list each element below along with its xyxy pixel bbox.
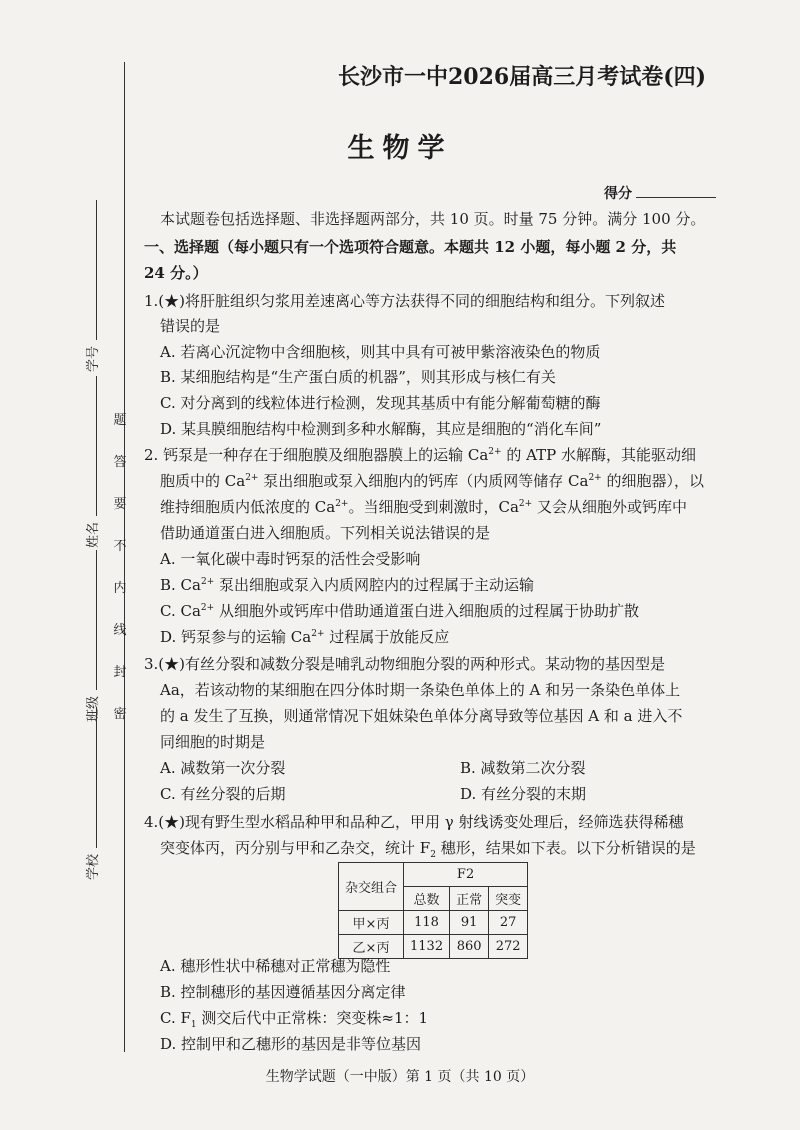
q1-option-b: B. 某细胞结构是“生产蛋白质的机器”，则其形成与核仁有关 [160,368,556,386]
q3-stem: 3.(★)有丝分裂和减数分裂是哺乳动物细胞分裂的两种形式。某动物的基因型是 [144,655,666,673]
q2-option-b: B. $Ca^{2+}$ 泵出细胞或泵入内质网腔内的过程属于主动运输 [160,576,535,594]
q2-option-c: C. $Ca^{2+}$ 从细胞外或钙库中借助通道蛋白进入细胞质的过程属于协助扩散 [160,602,639,620]
q1-stem: 1.(★)将肝脏组织匀浆用差速离心等方法获得不同的细胞结构和组分。下列叙述 [144,292,666,310]
q3-option-c: C. 有丝分裂的后期 [160,785,286,803]
q2-stem: 2. 钙泵是一种存在于细胞膜及细胞器膜上的运输 $Ca^{2+}$ 的 ATP 水解酶，其能驱动细 [144,446,696,464]
seal-char: 要 [113,497,127,512]
intro-text: 本试题卷包括选择题、非选择题两部分，共 10 页。时量 75 分钟。满分 100 分。 [160,210,706,228]
q4-option-a: A. 穗形性状中稀穗对正常穗为隐性 [160,957,391,975]
section-heading-cont: 24 分。） [144,264,208,282]
table-cell: 118 [404,911,450,935]
q3-stem-cont: Aa，若该动物的某细胞在四分体时期一条染色单体上的 A 和另一条染色单体上 [160,681,681,699]
seal-char: 题 [113,413,127,428]
table-cell: 860 [450,935,489,959]
q2-option-a: A. 一氧化碳中毒时钙泵的活性会受影响 [160,550,421,568]
q4-option-c: C. $F_1$ 测交后代中正常株：突变株≈1：1 [160,1009,429,1030]
table-col-header: 正常 [450,887,489,911]
table-cell: 272 [489,935,528,959]
seal-char: 密 [113,707,127,722]
student-no-field [82,200,101,372]
seal-line-text [110,400,130,736]
q1-stem-cont: 错误的是 [160,317,221,335]
q2-stem-cont: 维持细胞质内低浓度的 $Ca^{2+}$。当细胞受到刺激时，$Ca^{2+}$ 又会从细胞外或钙库中 [160,498,687,516]
table-corner-header: 杂交组合 [339,863,404,911]
score-field [604,183,716,203]
f2-result-table [338,862,528,959]
section-heading: 一、选择题（每小题只有一个选项符合题意。本题共 12 小题，每小题 2 分，共 [144,238,677,256]
q1-option-a: A. 若离心沉淀物中含细胞核，则其中具有可被甲紫溶液染色的物质 [160,343,601,361]
q3-option-b: B. 减数第二次分裂 [460,759,586,777]
table-group-header: F2 [404,863,528,887]
student-no-label: 学号 [86,345,101,372]
subject-title: 生物学 [347,133,453,164]
class-field [82,550,101,722]
table-cell: 乙×丙 [339,935,404,959]
q3-option-a: A. 减数第一次分裂 [160,759,286,777]
table-cell: 1132 [404,935,450,959]
q1-option-d: D. 某具膜细胞结构中检测到多种水解酶，其应是细胞的“消化车间” [160,420,602,438]
school-label: 学校 [86,853,101,880]
name-label: 姓名 [86,521,101,548]
page-footer: 生物学试题（一中版）第 1 页（共 10 页） [265,1069,535,1085]
table-cell: 91 [450,911,489,935]
q4-option-d: D. 控制甲和乙穗形的基因是非等位基因 [160,1035,422,1053]
school-field [82,708,101,880]
class-label: 班级 [86,695,101,722]
q4-stem: 4.(★)现有野生型水稻品种甲和品种乙，甲用 γ 射线诱变处理后，经筛选获得稀穗 [144,813,684,831]
table-col-header: 总数 [404,887,450,911]
q4-stem-cont: 突变体丙，丙分别与甲和乙杂交，统计 $F_2$ 穗形，结果如下表。以下分析错误的是 [160,839,696,860]
q4-option-b: B. 控制穗形的基因遵循基因分离定律 [160,983,406,1001]
table-cell: 27 [489,911,528,935]
table-col-header: 突变 [489,887,528,911]
q3-stem-cont: 的 a 发生了互换，则通常情况下姐妹染色单体分离导致等位基因 A 和 a 进入不 [160,707,683,725]
table-row [339,911,528,935]
seal-char: 线 [113,623,127,638]
seal-char: 封 [113,665,127,680]
seal-char: 内 [113,581,127,596]
q2-stem-cont: 胞质中的 $Ca^{2+}$ 泵出细胞或泵入细胞内的钙库（内质网等储存 $Ca^{2+}$ 的细胞器），以 [160,472,705,490]
table-cell: 甲×丙 [339,911,404,935]
seal-char: 不 [113,539,127,554]
q2-stem-cont: 借助通道蛋白进入细胞质。下列相关说法错误的是 [160,524,491,542]
score-label: 得分 [604,186,632,202]
q2-option-d: D. 钙泵参与的运输 $Ca^{2+}$ 过程属于放能反应 [160,628,450,646]
q3-stem-cont: 同细胞的时期是 [160,733,266,751]
seal-char: 答 [113,455,127,470]
q3-option-d: D. 有丝分裂的末期 [460,785,587,803]
q1-option-c: C. 对分离到的线粒体进行检测，发现其基质中有能分解葡萄糖的酶 [160,394,601,412]
name-field [82,376,101,548]
exam-title: 长沙市一中2026届高三月考试卷(四) [338,64,707,90]
